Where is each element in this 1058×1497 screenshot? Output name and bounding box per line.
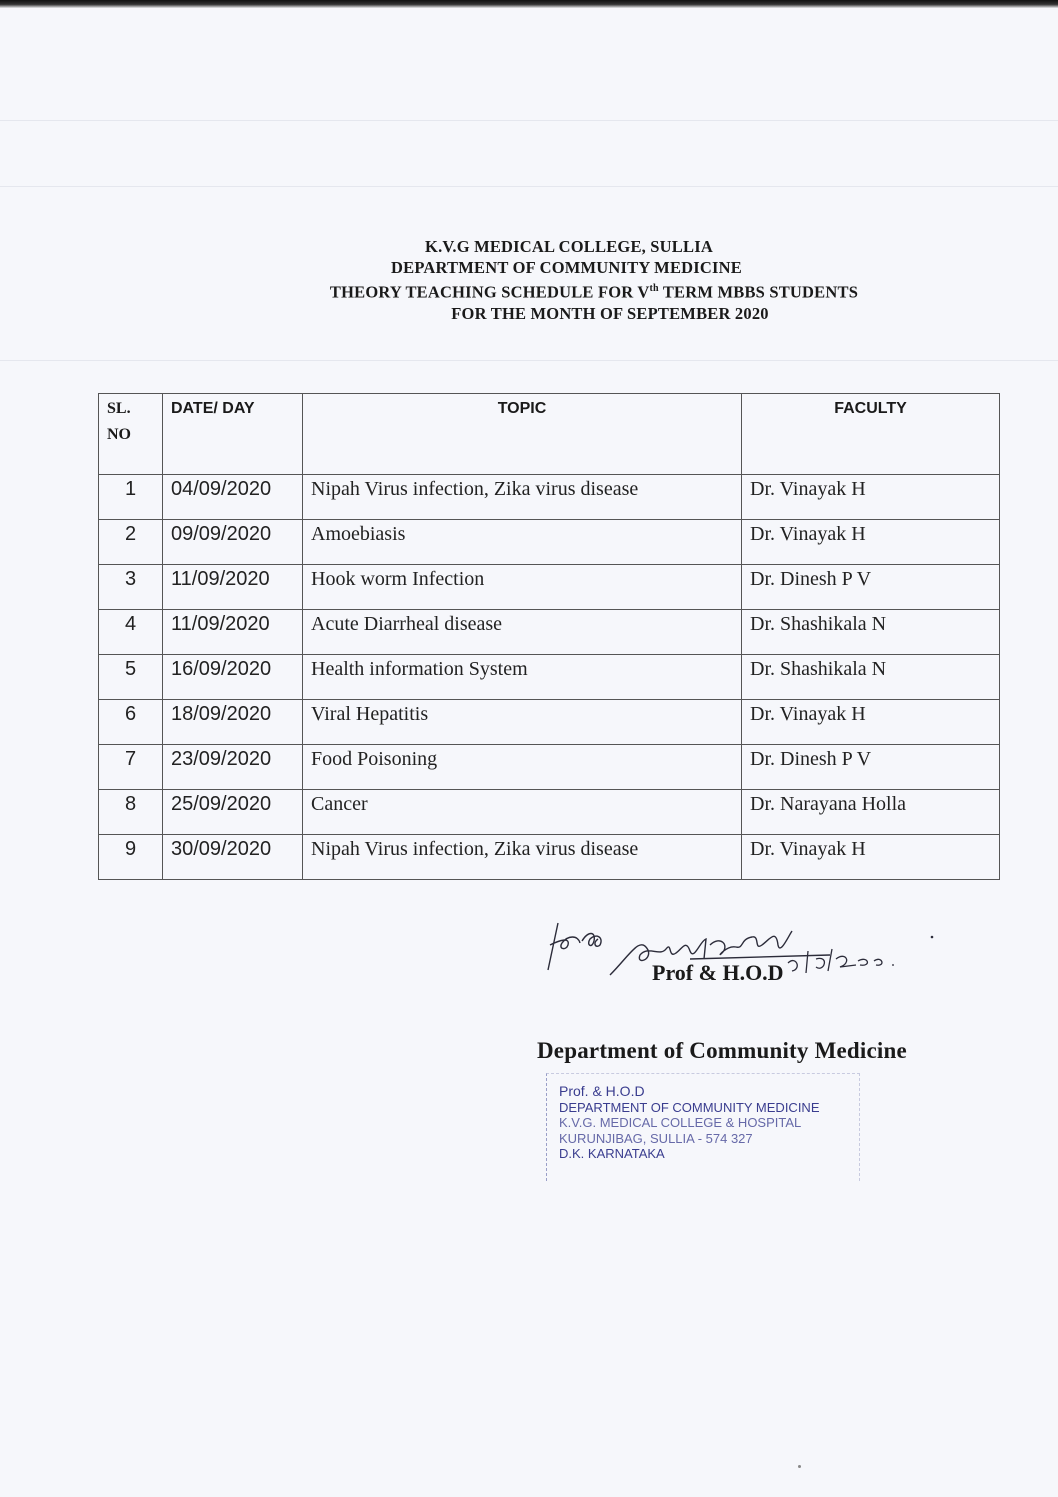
table-row — [99, 745, 1000, 790]
scan-edge — [0, 0, 1058, 8]
schedule-title-sup: th — [649, 283, 659, 294]
cell-date: 11/09/2020 — [163, 565, 303, 610]
cell-date: 23/09/2020 — [163, 745, 303, 790]
schedule-title — [0, 278, 1058, 303]
cell-faculty: Dr. Vinayak H — [742, 475, 1000, 520]
cell-date: 11/09/2020 — [163, 610, 303, 655]
scan-line — [0, 186, 1058, 187]
column-header-topic: TOPIC — [303, 394, 742, 475]
official-stamp — [546, 1073, 860, 1181]
cell-faculty: Dr. Shashikala N — [742, 610, 1000, 655]
cell-topic: Amoebiasis — [303, 520, 742, 565]
table-header-row — [99, 394, 1000, 475]
cell-date: 25/09/2020 — [163, 790, 303, 835]
cell-topic: Food Poisoning — [303, 745, 742, 790]
cell-faculty: Dr. Vinayak H — [742, 700, 1000, 745]
table-row — [99, 655, 1000, 700]
cell-sl-no: 4 — [99, 610, 163, 655]
cell-sl-no: 8 — [99, 790, 163, 835]
cell-sl-no: 2 — [99, 520, 163, 565]
stamp-line: K.V.G. MEDICAL COLLEGE & HOSPITAL — [559, 1115, 802, 1130]
cell-faculty: Dr. Vinayak H — [742, 835, 1000, 880]
signatory-title: Prof & H.O.D — [652, 960, 784, 985]
column-header-faculty: FACULTY — [742, 394, 1000, 475]
college-name: K.V.G MEDICAL COLLEGE, SULLIA — [425, 237, 713, 256]
cell-sl-no: 9 — [99, 835, 163, 880]
schedule-title-prefix: THEORY TEACHING SCHEDULE FOR V — [329, 282, 650, 302]
schedule-title-suffix: TERM MBBS STUDENTS — [658, 282, 859, 302]
cell-topic: Cancer — [303, 790, 742, 835]
table-row — [99, 835, 1000, 880]
cell-faculty: Dr. Dinesh P V — [742, 565, 1000, 610]
column-header-sl-no — [99, 394, 163, 475]
cell-topic: Acute Diarrheal disease — [303, 610, 742, 655]
stamp-line: Prof. & H.O.D — [559, 1083, 645, 1099]
table-row — [99, 700, 1000, 745]
stamp-line: KURUNJIBAG, SULLIA - 574 327 — [559, 1130, 753, 1146]
cell-sl-no: 7 — [99, 745, 163, 790]
cell-sl-no: 1 — [99, 475, 163, 520]
stamp-line: DEPARTMENT OF COMMUNITY MEDICINE — [559, 1099, 820, 1115]
cell-topic: Viral Hepatitis — [303, 700, 742, 745]
table-row — [99, 610, 1000, 655]
cell-faculty: Dr. Narayana Holla — [742, 790, 1000, 835]
cell-topic: Nipah Virus infection, Zika virus disease — [303, 835, 742, 880]
schedule-month: FOR THE MONTH OF SEPTEMBER 2020 — [451, 303, 769, 323]
cell-date: 30/09/2020 — [163, 835, 303, 880]
table-row — [99, 475, 1000, 520]
stamp-line: D.K. KARNATAKA — [559, 1146, 665, 1161]
scan-speck — [798, 1465, 801, 1468]
department-name: DEPARTMENT OF COMMUNITY MEDICINE — [391, 258, 742, 277]
cell-topic: Health information System — [303, 655, 742, 700]
table-row — [99, 565, 1000, 610]
cell-date: 09/09/2020 — [163, 520, 303, 565]
cell-faculty: Dr. Dinesh P V — [742, 745, 1000, 790]
sl-header-line1: SL. — [107, 400, 131, 417]
table-row — [99, 790, 1000, 835]
cell-topic: Hook worm Infection — [303, 565, 742, 610]
signatory-department: Department of Community Medicine — [537, 1038, 907, 1063]
cell-date: 18/09/2020 — [163, 700, 303, 745]
cell-sl-no: 5 — [99, 655, 163, 700]
scan-line — [0, 120, 1058, 121]
sl-header-line2: NO — [107, 426, 131, 443]
cell-sl-no: 6 — [99, 700, 163, 745]
table-row — [99, 520, 1000, 565]
cell-date: 16/09/2020 — [163, 655, 303, 700]
schedule-table — [98, 393, 1000, 880]
cell-faculty: Dr. Vinayak H — [742, 520, 1000, 565]
scan-line — [0, 360, 1058, 361]
cell-faculty: Dr. Shashikala N — [742, 655, 1000, 700]
document-header — [0, 236, 1058, 324]
cell-sl-no: 3 — [99, 565, 163, 610]
column-header-date: DATE/ DAY — [163, 394, 303, 475]
cell-date: 04/09/2020 — [163, 475, 303, 520]
cell-topic: Nipah Virus infection, Zika virus disease — [303, 475, 742, 520]
